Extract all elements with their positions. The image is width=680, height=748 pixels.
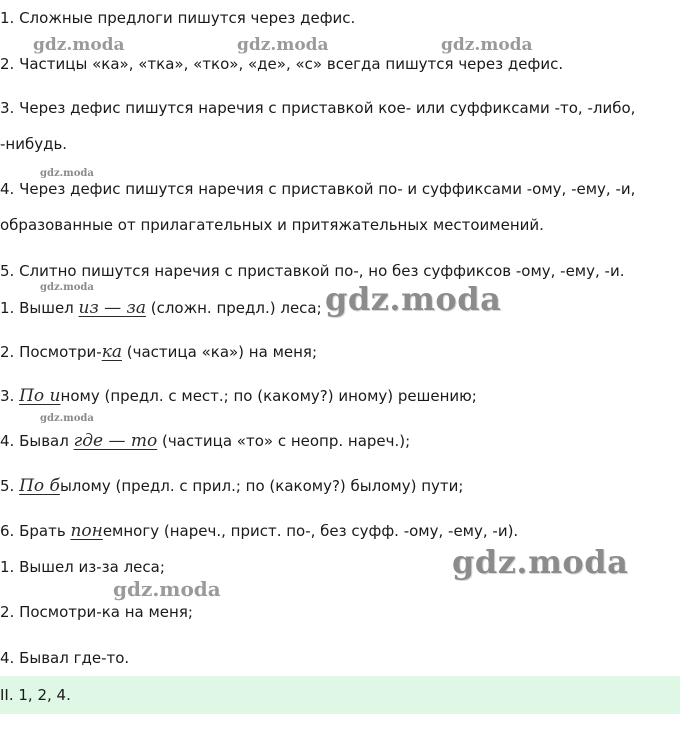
watermark-logo: gdz.moda — [325, 280, 502, 318]
analysis-line — [0, 386, 477, 406]
watermark-logo: gdz.moda — [40, 413, 94, 424]
answer-text: II. 1, 2, 4. — [0, 686, 71, 704]
watermark-logo: gdz.moda — [441, 35, 533, 55]
watermark-logo: gdz.moda — [40, 168, 94, 179]
watermark-logo: gdz.moda — [40, 282, 94, 293]
analysis-suffix: (частица «то» с неопр. нареч.); — [157, 432, 411, 450]
rule-2: 2. Частицы «ка», «тка», «тко», «де», «с» всегда пишутся через дефис. — [0, 55, 564, 73]
analysis-suffix: (частица «ка») на меня; — [122, 343, 317, 361]
watermark-logo: gdz.moda — [113, 577, 221, 601]
watermark-logo: gdz.moda — [33, 35, 125, 55]
analysis-prefix: 3. — [0, 387, 20, 405]
analysis-suffix: ылому (предл. с прил.; по (какому?) былому) пути; — [59, 477, 464, 495]
analysis-line — [0, 476, 463, 496]
rule-3: 3. Через дефис пишутся наречия с приставкой кое- или суффиксами -то, -либо, — [0, 99, 636, 117]
analysis-prefix: 4. Бывал — [0, 432, 74, 450]
handwritten-insert: По б — [19, 476, 60, 496]
analysis-line — [0, 342, 317, 362]
watermark-logo: gdz.moda — [452, 543, 629, 581]
answer-box — [0, 676, 680, 714]
analysis-suffix: емногу (нареч., прист. по-, без суфф. -ому, -ему, -и). — [102, 522, 519, 540]
handwritten-insert: По и — [19, 386, 61, 406]
handwritten-insert: где — то — [73, 431, 158, 451]
rule-5: 5. Слитно пишутся наречия с приставкой по-, но без суффиксов -ому, -ему, -и. — [0, 262, 625, 280]
rule-4-continuation: образованные от прилагательных и притяжательных местоимений. — [0, 216, 544, 234]
rule-4: 4. Через дефис пишутся наречия с приставкой по- и суффиксами -ому, -ему, -и, — [0, 180, 636, 198]
analysis-prefix: 1. Вышел — [0, 299, 79, 317]
sentence-1: 1. Вышел из-за леса; — [0, 558, 165, 576]
analysis-prefix: 2. Посмотри- — [0, 343, 102, 361]
analysis-prefix: 6. Брать — [0, 522, 71, 540]
analysis-suffix: (сложн. предл.) леса; — [145, 299, 322, 317]
analysis-prefix: 5. — [0, 477, 20, 495]
analysis-line — [0, 521, 518, 541]
analysis-line — [0, 431, 410, 451]
sentence-4: 4. Бывал где-то. — [0, 649, 130, 667]
watermark-logo: gdz.moda — [237, 35, 329, 55]
analysis-suffix: ному (предл. с мест.; по (какому?) иному) решению; — [60, 387, 477, 405]
handwritten-insert: ка — [101, 342, 122, 362]
rule-1: 1. Сложные предлоги пишутся через дефис. — [0, 9, 356, 27]
handwritten-insert: из — за — [78, 298, 146, 318]
rule-3-continuation: -нибудь. — [0, 135, 68, 153]
sentence-2: 2. Посмотри-ка на меня; — [0, 603, 193, 621]
analysis-line — [0, 298, 322, 318]
handwritten-insert: пон — [70, 521, 103, 541]
